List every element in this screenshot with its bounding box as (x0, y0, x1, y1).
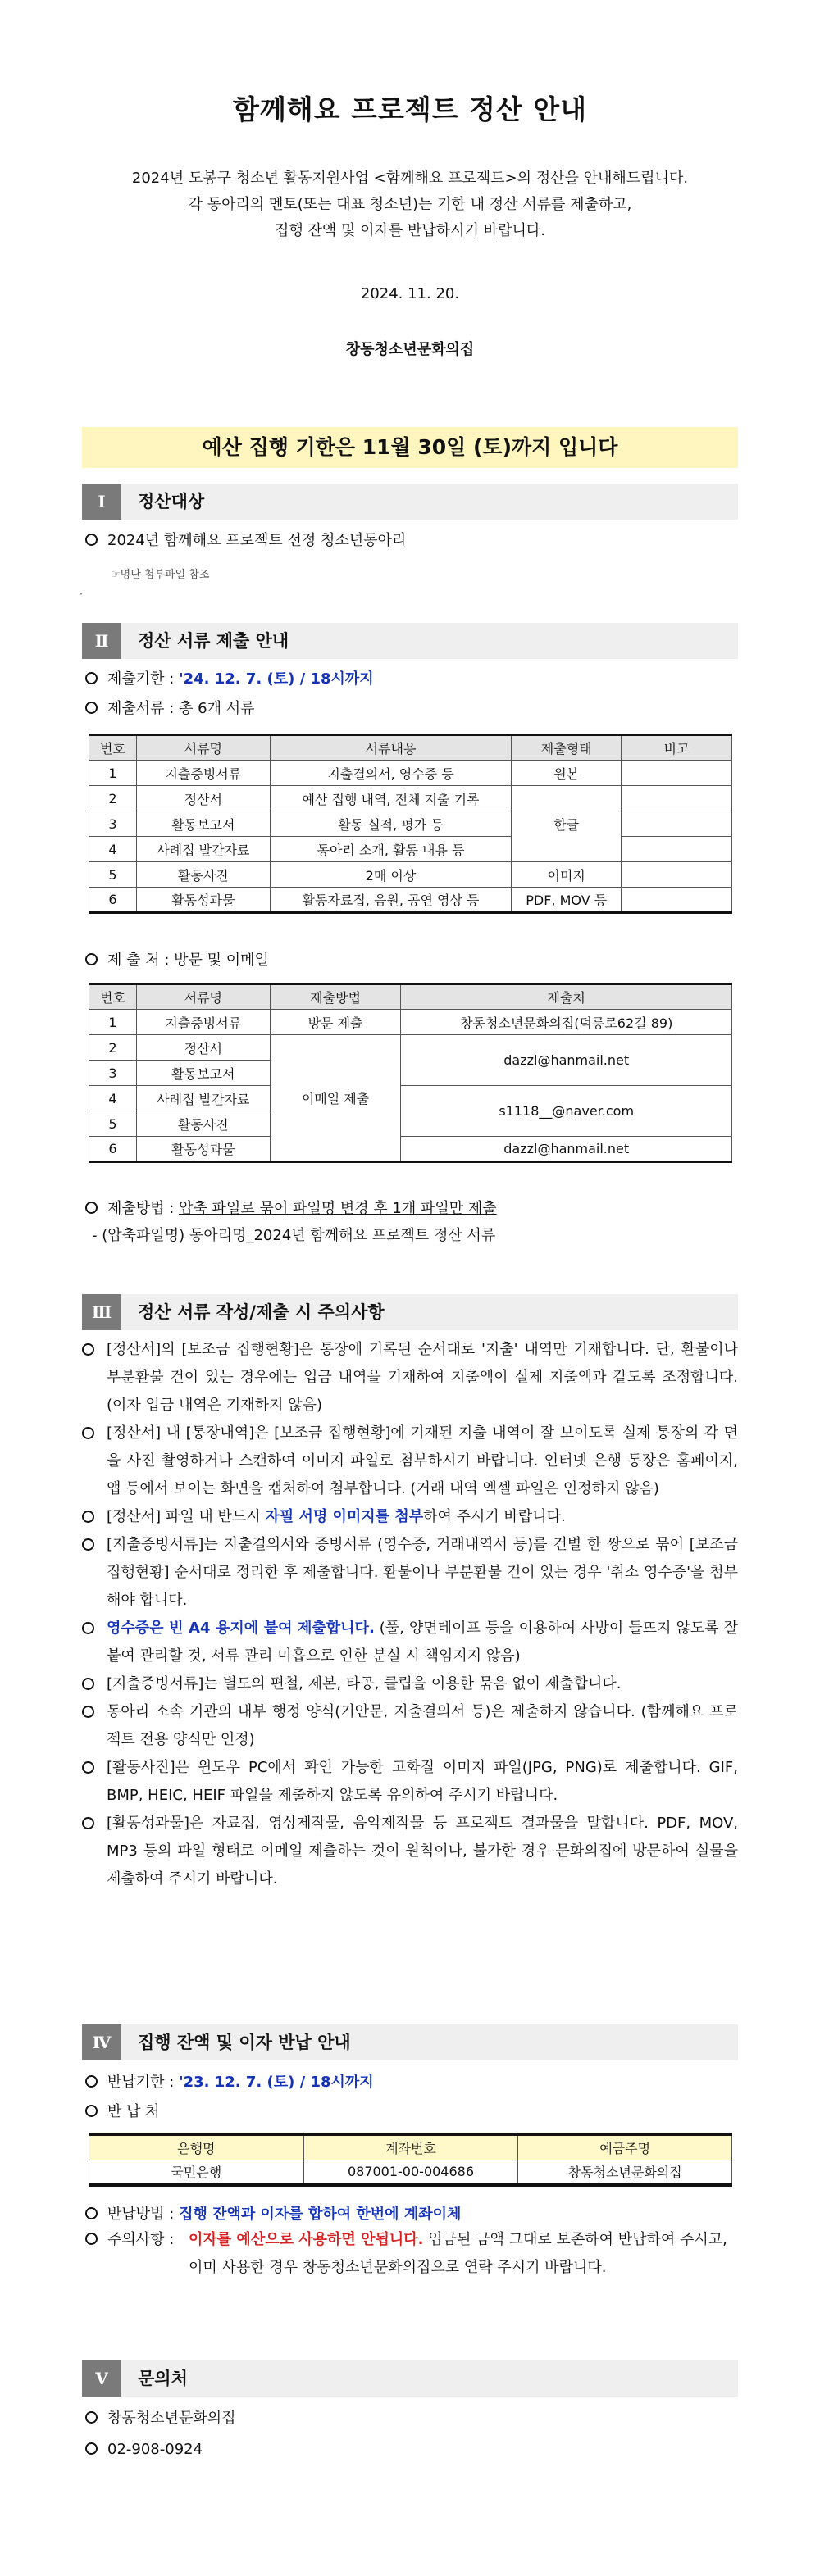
deadline-label: 반납기한 : (107, 2074, 180, 2091)
table-cell: 3 (89, 811, 137, 837)
section-number: Ⅰ (82, 484, 121, 520)
section-header-3 (82, 1294, 738, 1330)
table-cell: 사례집 발간자료 (136, 837, 270, 862)
circle-bullet-icon (85, 953, 98, 965)
caution-text: [활동사진]은 윈도우 PC에서 확인 가능한 고화질 이미지 파일(JPG, PNG)로 제출합니다. GIF, BMP, HEIC, HEIF 파일을 제출하지 않도록 유의하여 주시기 바랍니다. (107, 1759, 738, 1804)
table-cell: 원본 (512, 761, 622, 786)
caution-item (82, 1336, 738, 1420)
table-cell: 활동성과물 (136, 1137, 270, 1162)
filename-example: - (압축파일명) 동아리명_2024년 함께해요 프로젝트 정산 서류 (92, 1227, 496, 1244)
table-cell: 6 (89, 1137, 137, 1162)
table-cell: 5 (89, 1111, 137, 1137)
section-title: 문의처 (138, 2369, 188, 2388)
submission-table (89, 983, 732, 1163)
table-cell: 4 (89, 837, 137, 862)
circle-bullet-icon (85, 2105, 98, 2117)
bank-name: 국민은행 (89, 2160, 304, 2185)
table-cell: 활동보고서 (136, 811, 270, 837)
section-number: Ⅱ (82, 623, 121, 659)
contact-phone-line (82, 2438, 738, 2461)
circle-bullet-icon (85, 672, 98, 684)
section-number: Ⅳ (82, 2024, 121, 2060)
table-cell (622, 811, 732, 837)
intro-line: 2024년 도봉구 청소년 활동지원사업 <함께해요 프로젝트>의 정산을 안내해드립니다. (131, 170, 689, 187)
deadline-value: '23. 12. 7. (토) / 18시까지 (179, 2074, 374, 2091)
target-text: 2024년 함께해요 프로젝트 선정 청소년동아리 (107, 532, 407, 549)
cautions-list (82, 1336, 738, 1893)
table-cell: 한글 (512, 786, 622, 862)
caution-text: [지출증빙서류]는 별도의 편철, 제본, 타공, 클립을 이용한 묶음 없이 제출합니다. (107, 1675, 622, 1692)
circle-bullet-icon (85, 2075, 98, 2088)
table-cell: 지출결의서, 영수증 등 (270, 761, 512, 786)
table-cell: 이미지 (512, 862, 622, 888)
circle-bullet-icon (82, 1427, 94, 1439)
return-deadline-line (82, 2071, 738, 2094)
section-number: Ⅴ (82, 2360, 121, 2397)
attachment-note: ☞명단 첨부파일 참조 (111, 569, 210, 581)
caution-item (82, 1420, 738, 1503)
table-cell: 활동 실적, 평가 등 (270, 811, 512, 837)
documents-table (89, 734, 732, 914)
notice-date: 2024. 11. 20. (360, 285, 460, 302)
table-cell: 1 (89, 761, 137, 786)
table-cell: 지출증빙서류 (136, 1010, 270, 1035)
table-cell: 활동사진 (136, 1111, 270, 1137)
table-cell: 동아리 소개, 활동 내용 등 (270, 837, 512, 862)
contact-phone: 02-908-0924 (107, 2441, 203, 2458)
table-cell: 5 (89, 862, 137, 888)
caution-item (82, 1670, 738, 1698)
method-label: 제출방법 : (107, 1200, 180, 1217)
table-cell: 2매 이상 (270, 862, 512, 888)
table-row (89, 1010, 732, 1035)
caution-item (82, 1754, 738, 1810)
circle-bullet-icon (82, 1678, 94, 1690)
column-header: 계좌번호 (303, 2134, 518, 2160)
intro-text (0, 166, 820, 244)
table-cell (622, 888, 732, 913)
table-cell: 지출증빙서류 (136, 761, 270, 786)
submit-method-line (82, 1197, 738, 1220)
table-row (89, 888, 732, 913)
table-cell: 이메일 제출 (270, 1035, 401, 1162)
table-cell (622, 761, 732, 786)
caution-emphasis: 이자를 예산으로 사용하면 안됩니다. (189, 2231, 424, 2248)
column-header: 제출방법 (270, 984, 401, 1010)
table-cell: 정산서 (136, 1035, 270, 1061)
table-cell: 4 (89, 1086, 137, 1111)
table-row (89, 1086, 732, 1111)
circle-bullet-icon (82, 1817, 94, 1829)
section-title: 정산대상 (138, 492, 205, 511)
account-holder: 창동청소년문화의집 (518, 2160, 732, 2185)
email-address: dazzl@hanmail.net (401, 1035, 732, 1086)
table-row (89, 786, 732, 811)
deadline-label: 제출기한 : (107, 670, 180, 688)
caution-item (82, 1531, 738, 1615)
table-cell: 6 (89, 888, 137, 913)
column-header: 번호 (89, 984, 137, 1010)
section-number: Ⅲ (82, 1294, 121, 1330)
table-row (89, 837, 732, 862)
stray-mark: · (80, 588, 83, 600)
method-label: 반납방법 : (107, 2206, 180, 2223)
table-cell: 2 (89, 1035, 137, 1061)
section-header-5 (82, 2360, 738, 2397)
return-method-line (82, 2203, 738, 2226)
submit-where-line (82, 949, 738, 972)
table-row (89, 862, 732, 888)
caution-label: 주의사항 : (107, 2231, 175, 2248)
contact-org-line (82, 2407, 738, 2430)
documents-label: 제출서류 : 총 6개 서류 (107, 700, 255, 717)
caution-text: [활동성과물]은 자료집, 영상제작물, 음악제작물 등 프로젝트 결과물을 말합니다. PDF, MOV, MP3 등의 파일 형태로 이메일 제출하는 것이 원칙이나, 불가한 경우 문화의집에 방문하여 실물을 제출하여 주시기 바랍니다. (107, 1815, 738, 1888)
circle-bullet-icon (82, 1343, 94, 1356)
column-header: 제출처 (401, 984, 732, 1010)
caution-text: [정산서]의 [보조금 집행현황]은 통장에 기록된 순서대로 '지출' 내역만 기재합니다. 단, 환불이나 부분환불 건이 있는 경우에는 입금 내역을 기재하여 지출액이 실제 지출액과 같도록 조정합니다. (이자 입금 내역은 기재하지 않음) (107, 1341, 738, 1414)
table-cell: 1 (89, 1010, 137, 1035)
caution-item (82, 1698, 738, 1754)
caution-text: 동아리 소속 기관의 내부 행정 양식(기안문, 지출결의서 등)은 제출하지 않습니다. (함께해요 프로젝트 전용 양식만 인정) (107, 1703, 738, 1748)
return-caution (82, 2226, 738, 2282)
circle-bullet-icon (85, 2411, 98, 2424)
circle-bullet-icon (85, 2207, 98, 2219)
caution-label-wrap (82, 2226, 174, 2254)
page-title: 함께해요 프로젝트 정산 안내 (232, 93, 587, 125)
column-header: 제출형태 (512, 735, 622, 761)
table-row (89, 811, 732, 837)
table-cell: 활동성과물 (136, 888, 270, 913)
method-value: 압축 파일로 묶어 파일명 변경 후 1개 파일만 제출 (179, 1200, 497, 1217)
intro-line: 각 동아리의 멘토(또는 대표 청소년)는 기한 내 정산 서류를 제출하고, (188, 196, 632, 213)
contact-org: 창동청소년문화의집 (107, 2410, 236, 2427)
column-header: 비고 (622, 735, 732, 761)
caution-text: 하여 주시기 바랍니다. (423, 1508, 566, 1525)
caution-text: 입금된 금액 그대로 보존하여 반납하여 주시고, 이미 사용한 경우 창동청소년문화의집으로 연락 주시기 바랍니다. (189, 2231, 727, 2276)
section-title: 집행 잔액 및 이자 반납 안내 (138, 2033, 351, 2052)
table-cell: 정산서 (136, 786, 270, 811)
column-header: 번호 (89, 735, 137, 761)
section-header-4 (82, 2024, 738, 2060)
circle-bullet-icon (82, 1511, 94, 1523)
table-cell: 사례집 발간자료 (136, 1086, 270, 1111)
table-cell (622, 862, 732, 888)
caution-emphasis: 영수증은 빈 A4 용지에 붙여 제출합니다. (107, 1620, 375, 1637)
caution-block (82, 2226, 738, 2282)
organization-name: 창동청소년문화의집 (345, 341, 475, 358)
email-address: dazzl@hanmail.net (401, 1137, 732, 1162)
table-cell: 예산 집행 내역, 전체 지출 기록 (270, 786, 512, 811)
where-label: 반 납 처 (107, 2103, 160, 2120)
table-cell: 활동사진 (136, 862, 270, 888)
circle-bullet-icon (85, 702, 98, 714)
table-cell: 활동자료집, 음원, 공연 영상 등 (270, 888, 512, 913)
table-cell: 활동보고서 (136, 1061, 270, 1086)
circle-bullet-icon (85, 2233, 98, 2245)
section-header-1 (82, 484, 738, 520)
circle-bullet-icon (85, 2442, 98, 2455)
column-header: 예금주명 (518, 2134, 732, 2160)
column-header: 서류내용 (270, 735, 512, 761)
caution-item (82, 1503, 738, 1531)
method-value: 집행 잔액과 이자를 합하여 한번에 계좌이체 (179, 2206, 462, 2223)
circle-bullet-icon (82, 1622, 94, 1634)
table-row (89, 1137, 732, 1162)
table-row (89, 2160, 732, 2185)
documents-line (82, 697, 738, 720)
circle-bullet-icon (82, 1706, 94, 1718)
deadline-value: '24. 12. 7. (토) / 18시까지 (179, 670, 374, 688)
caution-item (82, 1810, 738, 1893)
table-cell: 창동청소년문화의집(덕릉로62길 89) (401, 1010, 732, 1035)
section-title: 정산 서류 제출 안내 (138, 631, 289, 651)
section-header-2 (82, 623, 738, 659)
table-cell (622, 786, 732, 811)
account-number: 087001-00-004686 (303, 2160, 518, 2185)
column-header: 서류명 (136, 735, 270, 761)
table-row (89, 1035, 732, 1061)
email-address: s1118__@naver.com (401, 1086, 732, 1137)
caution-text: [정산서] 내 [통장내역]은 [보조금 집행현황]에 기재된 지출 내역이 잘 보이도록 실제 통장의 각 면을 사진 촬영하거나 스캔하여 이미지 파일로 첨부하시기 바랍니다. 인터넷 은행 통장은 홈페이지, 앱 등에서 보이는 화면을 캡처하여 첨부합니다. (거래 내역 엑셀 파일은 인정하지 않음) (107, 1424, 738, 1497)
caution-emphasis: 자필 서명 이미지를 첨부 (265, 1508, 424, 1525)
bank-account-table (89, 2133, 732, 2187)
table-cell (622, 837, 732, 862)
circle-bullet-icon (82, 1761, 94, 1774)
circle-bullet-icon (85, 1202, 98, 1214)
column-header: 서류명 (136, 984, 270, 1010)
table-cell: 3 (89, 1061, 137, 1086)
circle-bullet-icon (85, 534, 98, 546)
caution-text: [정산서] 파일 내 반드시 (107, 1508, 266, 1525)
section-title: 정산 서류 작성/제출 시 주의사항 (138, 1302, 385, 1322)
circle-bullet-icon (82, 1538, 94, 1551)
target-line (82, 529, 738, 552)
deadline-banner: 예산 집행 기한은 11월 30일 (토)까지 입니다 (82, 427, 738, 468)
caution-item (82, 1615, 738, 1670)
table-cell: PDF, MOV 등 (512, 888, 622, 913)
caution-text: (풀, 양면테이프 등을 이용하여 사방이 들뜨지 않도록 잘 붙여 관리할 것, 서류 관리 미흡으로 인한 분실 시 책임지지 않음) (107, 1620, 738, 1665)
submit-deadline-line (82, 668, 738, 691)
where-label: 제 출 처 : 방문 및 이메일 (107, 952, 269, 969)
return-where-line (82, 2101, 738, 2124)
table-row (89, 761, 732, 786)
column-header: 은행명 (89, 2134, 304, 2160)
table-cell: 방문 제출 (270, 1010, 401, 1035)
table-cell: 2 (89, 786, 137, 811)
intro-line: 집행 잔액 및 이자를 반납하시기 바랍니다. (275, 222, 545, 239)
caution-text: [지출증빙서류]는 지출결의서와 증빙서류 (영수증, 거래내역서 등)를 건별 한 쌍으로 묶어 [보조금 집행현황] 순서대로 정리한 후 제출합니다. 환불이나 부분환불 건이 있는 경우 '취소 영수증'을 첨부해야 합니다. (107, 1536, 738, 1609)
